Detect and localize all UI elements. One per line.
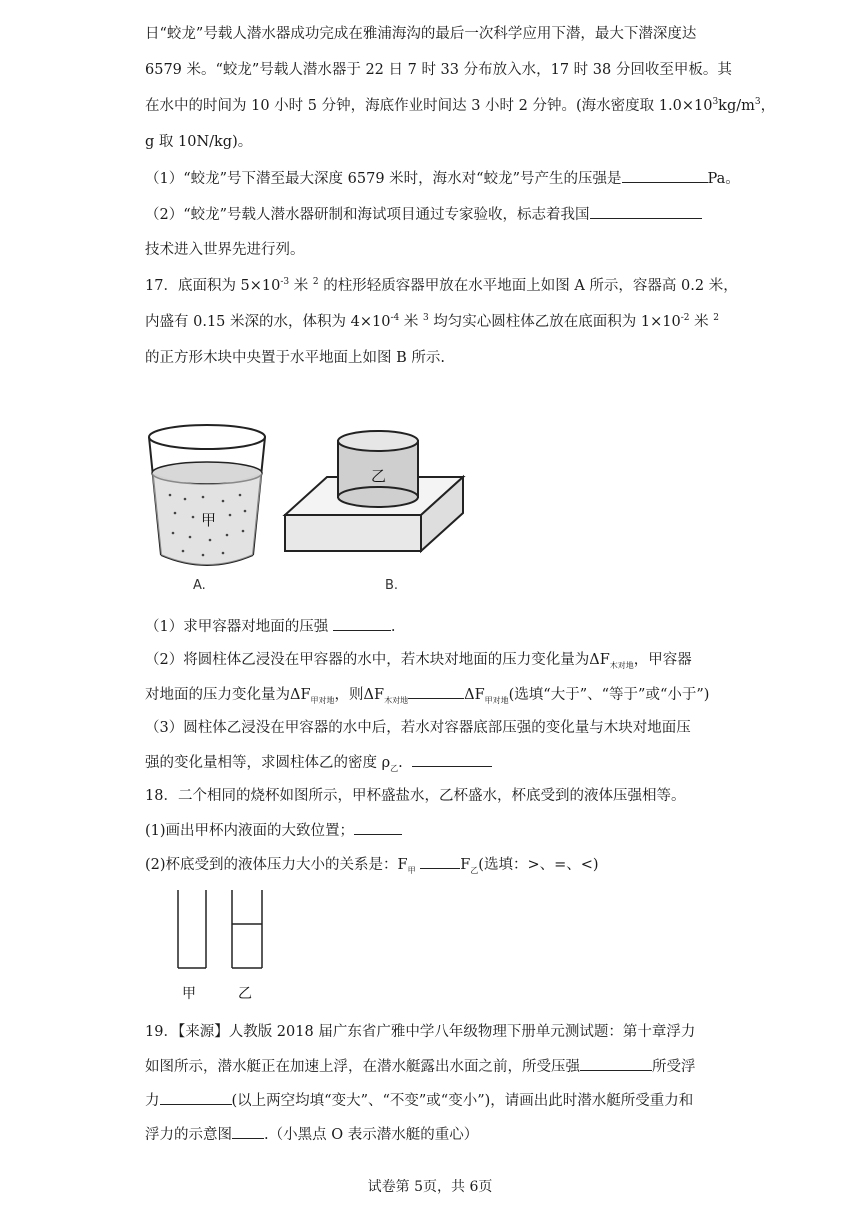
text-line: 技术进入世界先进行列。 [145,242,305,258]
question-18: 18．二个相同的烧杯如图所示，甲杯盛盐水，乙杯盛水，杯底受到的液体压强相等。 [145,788,686,804]
text-line: 6579 米。“蛟龙”号载人潜水器于 22 日 7 时 33 分布放入水，17 时 38 分回收至甲板。其 [145,62,732,78]
figure-label-b: B. [385,578,399,593]
container-jia [149,425,265,565]
answer-blank[interactable] [232,1124,264,1139]
question-17-2: （2）将圆柱体乙浸没在甲容器的水中，若木块对地面的压力变化量为$\Delta F_{木对地}$，甲容器 [145,652,692,670]
answer-blank[interactable] [160,1090,232,1105]
answer-blank[interactable] [333,616,391,631]
answer-blank[interactable] [580,1056,652,1071]
answer-blank[interactable] [408,684,464,699]
answer-blank[interactable] [354,820,402,835]
question-18-1: (1)画出甲杯内液面的大致位置； [145,820,402,841]
answer-blank[interactable] [590,204,702,219]
question-16-2: （2）“蛟龙”号载人潜水器研制和海试项目通过专家验收，标志着我国 [145,204,702,225]
figure-18 [170,888,280,1008]
label-yi: 乙 [238,986,252,1002]
text-line: 力 (以上两空均填“变大”、“不变”或“变小”)，请画出此时潜水艇所受重力和 [145,1090,693,1111]
text-line: 在水中的时间为 10 小时 5 分钟，海底作业时间达 3 小时 2 分钟。(海水密度取 $1.0\times 10^3kg/m^3$， [145,97,776,114]
text-line: 对地面的压力变化量为$\Delta F_{甲对地}$，则$\Delta F_{木对地}$ $\Delta F_{甲对地}$(选填“大于”、“等于”或“小于”) [145,684,709,705]
question-19: 19．【来源】人教版 2018 届广东省广雅中学八年级物理下册单元测试题：第十章浮力 [145,1024,696,1040]
question-17: 17．底面积为 $5\times 10^{-3}$ 米 $^2$ 的柱形轻质容器甲放在水平地面上如图 A 所示，容器高 0.2 米， [145,277,738,294]
label-jia: 甲 [201,511,217,529]
text-line: 如图所示，潜水艇正在加速上浮，在潜水艇露出水面之前，所受压强 所受浮 [145,1056,696,1077]
text-line: g 取 10N/kg)。 [145,134,253,150]
page-footer: 试卷第 5页，共 6页 [367,1179,493,1195]
beaker-jia [178,890,206,968]
text-line: 强的变化量相等，求圆柱体乙的密度 $\rho_乙$. [145,752,492,773]
text-line: 内盛有 0.15 米深的水，体积为 $4\times 10^{-4}$ 米 $^3$ 均匀实心圆柱体乙放在底面积为 $1\times 10^{-2}$ 米 $^2$ [145,313,719,330]
answer-blank[interactable] [622,168,708,183]
beaker-yi [232,890,262,968]
text-line: 的正方形木块中央置于水平地面上如图 B 所示. [145,350,445,366]
label-yi: 乙 [371,467,387,485]
figure-label-a: A. [193,578,206,593]
answer-blank[interactable] [412,752,492,767]
question-18-2: (2)杯底受到的液体压力大小的关系是：$F_甲$ $F_乙$(选填：>、=、<) [145,854,599,875]
answer-blank[interactable] [420,854,460,869]
text-line: 日“蛟龙”号载人潜水器成功完成在雅浦海沟的最后一次科学应用下潜，最大下潜深度达 [145,26,697,42]
text-line: 浮力的示意图 .（小黑点 O 表示潜水艇的重心） [145,1124,478,1145]
question-17-1: （1）求甲容器对地面的压强 . [145,616,395,637]
label-jia: 甲 [182,986,196,1002]
question-16-1: （1）“蛟龙”号下潜至最大深度 6579 米时，海水对“蛟龙”号产生的压强是 Pa。 [145,168,740,189]
figure-17 [145,415,475,595]
question-17-3: （3）圆柱体乙浸没在甲容器的水中后，若水对容器底部压强的变化量与木块对地面压 [145,720,691,736]
